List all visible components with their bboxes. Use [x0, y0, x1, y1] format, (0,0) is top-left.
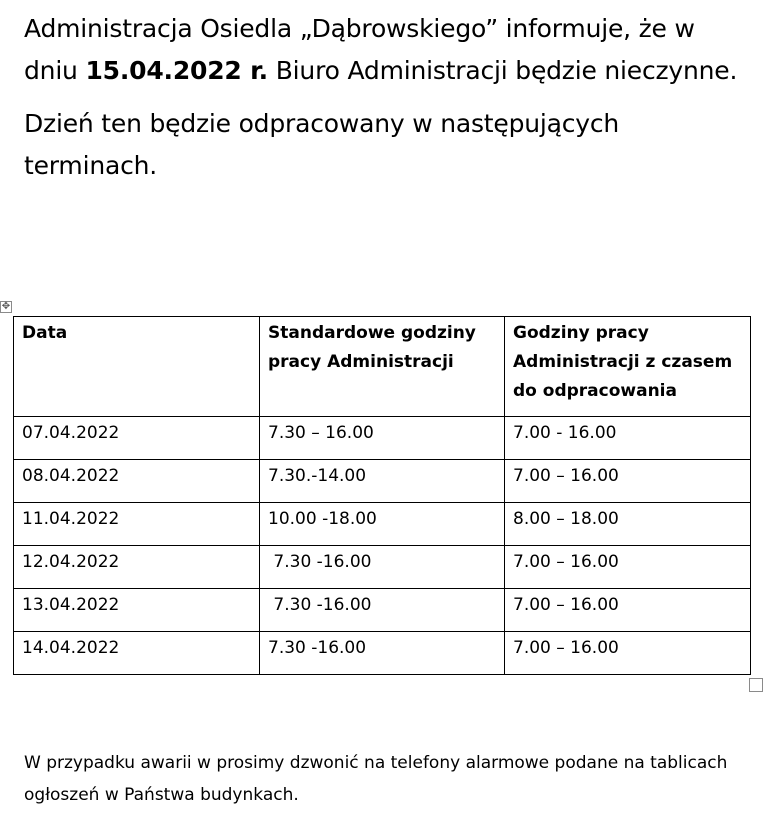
cell-standard-hours: 7.30 -16.00	[260, 632, 505, 675]
announcement-paragraph-makeup: Dzień ten będzie odpracowany w następujących terminach.	[24, 109, 620, 180]
table-row	[14, 589, 751, 632]
header-makeup-hours: Godziny pracy Administracji z czasem do odpracowania	[505, 317, 751, 417]
table-row	[14, 460, 751, 503]
cell-date: 13.04.2022	[14, 589, 260, 632]
cell-standard-hours: 7.30 -16.00	[260, 546, 505, 589]
cell-standard-hours: 10.00 -18.00	[260, 503, 505, 546]
cell-makeup-hours: 7.00 – 16.00	[505, 546, 751, 589]
cell-standard-hours: 7.30 – 16.00	[260, 417, 505, 460]
table-resize-handle-icon[interactable]	[749, 678, 763, 692]
cell-standard-hours: 7.30 -16.00	[260, 589, 505, 632]
table-row	[14, 546, 751, 589]
cell-date: 11.04.2022	[14, 503, 260, 546]
cell-standard-hours: 7.30.-14.00	[260, 460, 505, 503]
closure-date: 15.04.2022 r.	[85, 56, 268, 85]
schedule-table	[13, 316, 751, 675]
header-standard-hours: Standardowe godziny pracy Administracji	[260, 317, 505, 417]
announcement-text-end: Biuro Administracji będzie nieczynne.	[267, 56, 738, 85]
emergency-notice	[24, 747, 744, 811]
cell-makeup-hours: 7.00 – 16.00	[505, 460, 751, 503]
emergency-notice-text: W przypadku awarii w prosimy dzwonić na telefony alarmowe podane na tablicach ogłoszeń w Państwa budynkach.	[24, 753, 728, 805]
table-move-handle-icon[interactable]: ✥	[1, 301, 11, 312]
header-date: Data	[14, 317, 260, 417]
announcement-body	[24, 8, 754, 187]
table-header-row	[14, 317, 751, 417]
table-row	[14, 503, 751, 546]
cell-makeup-hours: 7.00 – 16.00	[505, 589, 751, 632]
cell-makeup-hours: 7.00 - 16.00	[505, 417, 751, 460]
cell-date: 08.04.2022	[14, 460, 260, 503]
cell-makeup-hours: 8.00 – 18.00	[505, 503, 751, 546]
table-row	[14, 632, 751, 675]
cell-date: 12.04.2022	[14, 546, 260, 589]
cell-date: 07.04.2022	[14, 417, 260, 460]
announcement-text-start: Administracja Osiedla „Dąbrowskiego” informuje, że w dniu	[24, 14, 695, 85]
cell-date: 14.04.2022	[14, 632, 260, 675]
table-row	[14, 417, 751, 460]
cell-makeup-hours: 7.00 – 16.00	[505, 632, 751, 675]
announcement-paragraph-closure	[24, 8, 754, 92]
